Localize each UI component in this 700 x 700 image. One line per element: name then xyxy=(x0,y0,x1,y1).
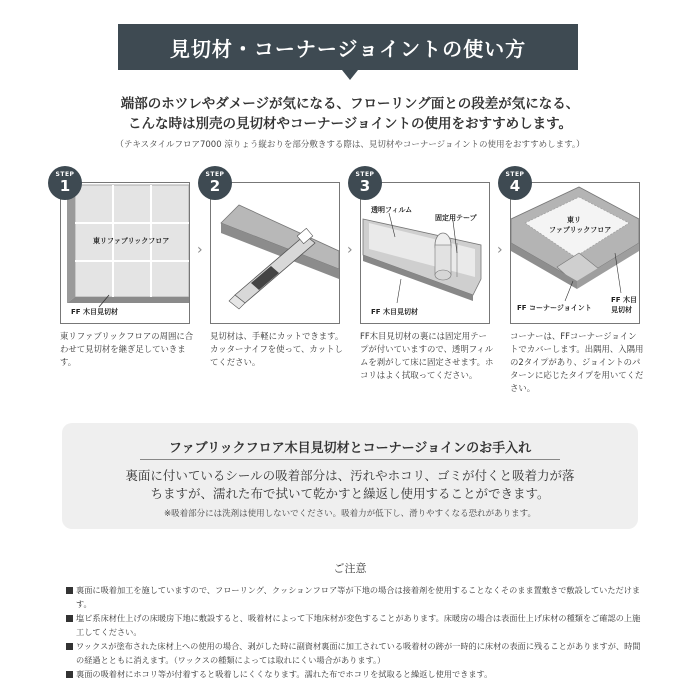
caution-text: 塩ビ系床材仕上げの床暖房下地に敷設すると、吸着材によって下地床材が変色することがあります。床暖房の場合は表面仕上げ床材の種類をご確認の上施工してください。 xyxy=(76,613,641,637)
label-woodgrain: FF 木目 xyxy=(611,296,638,304)
label-trim: 見切材 xyxy=(611,306,632,314)
care-body xyxy=(62,467,638,503)
list-item xyxy=(66,584,646,611)
step-3-illustration xyxy=(360,182,490,324)
step-3-number: 3 xyxy=(359,177,371,195)
list-item xyxy=(66,612,646,639)
care-panel xyxy=(62,423,638,529)
bullet-square-icon xyxy=(66,587,73,594)
step-1-illustration xyxy=(60,182,190,324)
step-4-word: STEP xyxy=(505,171,525,178)
step-1-description: 東リファブリックフロアの周囲に合わせて見切材を継ぎ足していきます。 xyxy=(60,331,194,367)
divider xyxy=(140,459,560,460)
bullet-square-icon xyxy=(66,615,73,622)
step-4-number: 4 xyxy=(509,177,521,195)
step-2-illustration xyxy=(210,182,340,324)
cutter-illustration xyxy=(211,183,339,323)
list-item xyxy=(66,668,646,682)
page-title: 見切材・コーナージョイントの使い方 xyxy=(118,24,578,70)
step-3-word: STEP xyxy=(355,171,375,178)
label-film: 透明フィルム xyxy=(371,206,413,214)
care-title: ファブリックフロア木目見切材とコーナージョインのお手入れ xyxy=(168,441,532,456)
step-4-description: コーナーは、FFコーナージョイントでカバーします。出隅用、入隅用の2タイプがあり、ジョイントのパターンに応じたタイプを用いてください。 xyxy=(510,331,644,393)
step-2-description: 見切材は、手軽にカットできます。カッターナイフを使って、カットしてください。 xyxy=(210,331,344,367)
step-1-word: STEP xyxy=(55,171,75,178)
chevron-right-icon: › xyxy=(347,242,353,258)
list-item xyxy=(66,640,646,667)
label-fabric-floor: 東リファブリックフロア xyxy=(93,237,170,245)
bullet-square-icon xyxy=(66,671,73,678)
caution-list xyxy=(66,584,646,683)
care-body-line-1: 裏面に付いているシールの吸着部分は、汚れやホコリ、ゴミが付くと吸着力が落 xyxy=(125,468,575,483)
chevron-right-icon: › xyxy=(197,242,203,258)
floor-tiles-illustration xyxy=(61,183,189,323)
caution-title: ご注意 xyxy=(333,562,367,575)
intro-line-2: こんな時は別売の見切材やコーナージョイントの使用をおすすめします。 xyxy=(127,116,572,132)
caution-text: 裏面の吸着材にホコリ等が付着すると吸着しにくくなります。濡れた布でホコリを拭取ると繰返し使用できます。 xyxy=(76,669,493,679)
label-fabric-floor: ファブリックフロア xyxy=(549,226,612,234)
label-brand: 東リ xyxy=(567,216,581,224)
step-2-word: STEP xyxy=(205,171,225,178)
intro-note: （テキスタイルフロア7000 涼りょう縦おりを部分敷きする際は、見切材やコーナージョイントの使用をおすすめします。） xyxy=(115,140,585,150)
intro xyxy=(0,94,700,150)
bullet-square-icon xyxy=(66,643,73,650)
title-pointer xyxy=(342,70,358,80)
care-body-line-2: ちますが、濡れた布で拭いて乾かすと繰返し使用することができます。 xyxy=(150,486,550,501)
step-1-number: 1 xyxy=(59,177,71,195)
care-note: ※吸着部分には洗剤は使用しないでください。吸着力が低下し、滑りやすくなる恐れがあります。 xyxy=(164,509,536,519)
label-corner-joint: FF コーナージョイント xyxy=(517,304,592,312)
label-trim: FF 木目見切材 xyxy=(71,308,119,316)
label-tape: 固定用テープ xyxy=(435,214,477,222)
caution-text: 裏面に吸着加工を施していますので、フローリング、クッションフロア等が下地の場合は接着剤を使用することなくそのまま置敷きで敷設していただけます。 xyxy=(76,585,641,609)
step-3-description: FF木目見切材の裏には固定用テープが付いていますので、透明フィルムを剥がして床に固定させます。ホコリはよく拭取ってください。 xyxy=(360,331,494,380)
chevron-right-icon: › xyxy=(497,242,503,258)
step-4-illustration xyxy=(510,182,640,324)
step-2-badge xyxy=(198,166,232,200)
step-3-badge xyxy=(348,166,382,200)
step-4-badge xyxy=(498,166,532,200)
caution-text: ワックスが塗布された床材上への使用の場合、剥がした時に副資材裏面に加工されている吸着材の跡が一時的に床材の表面に残ることがありますが、時間の経過とともに消えます。（ワックスの種類によっては取れにくい場合があります。） xyxy=(76,641,641,665)
step-1-badge xyxy=(48,166,82,200)
tape-trim-illustration xyxy=(361,183,489,323)
intro-line-1: 端部のホツレやダメージが気になる、フローリング面との段差が気になる、 xyxy=(120,96,580,112)
step-2-number: 2 xyxy=(209,177,221,195)
label-trim: FF 木目見切材 xyxy=(371,308,419,316)
